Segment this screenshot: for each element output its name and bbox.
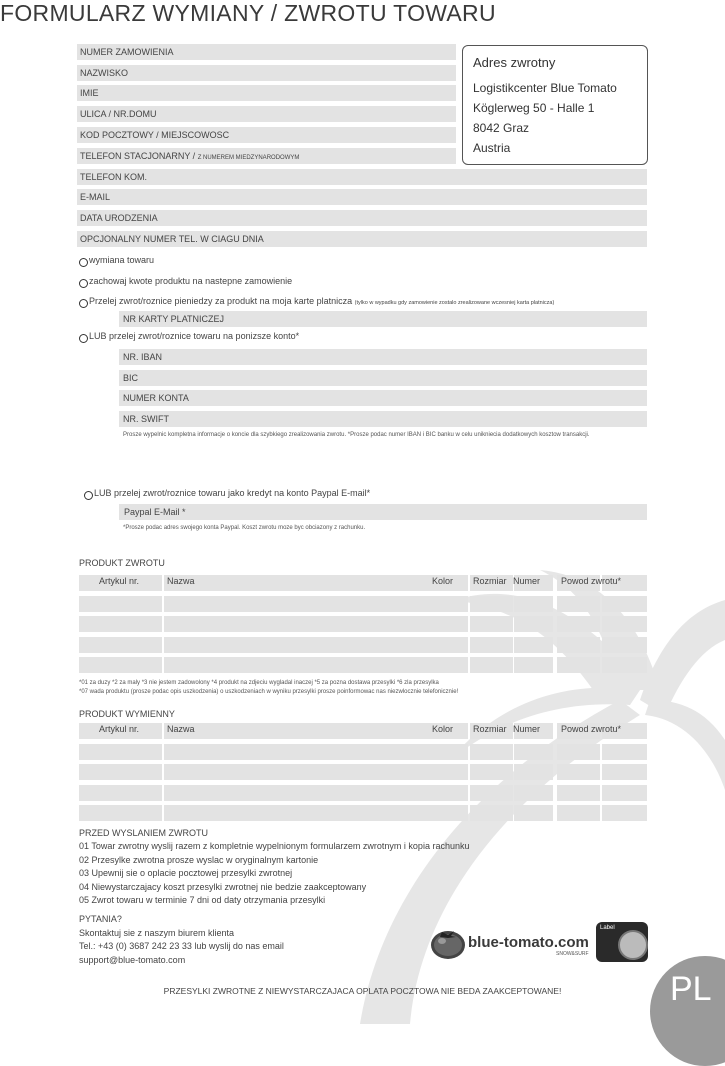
table-input-cell[interactable] xyxy=(470,744,513,760)
table-input-cell[interactable] xyxy=(514,764,553,780)
euro-label-badge xyxy=(596,922,648,962)
table-header-bg xyxy=(164,575,467,591)
field-label: E-MAIL xyxy=(80,192,111,202)
field-label: OPCJONALNY NUMER TEL. W CIAGU DNIA xyxy=(80,234,264,244)
table-input-cell[interactable] xyxy=(470,805,513,821)
table-input-cell[interactable] xyxy=(557,657,600,673)
table-input-cell[interactable] xyxy=(557,596,600,612)
logo-subtext: SNOW&SURF xyxy=(556,951,589,957)
bic-label: BIC xyxy=(123,373,139,383)
table-input-cell[interactable] xyxy=(602,637,647,653)
exchange-section-heading: PRODUKT WYMIENNY xyxy=(79,709,175,719)
before-return-item: 03 Upewnij sie o oplacie pocztowej przesylki zwrotnej xyxy=(79,868,293,878)
table-input-cell[interactable] xyxy=(470,596,513,612)
table-header-cell: Artykul nr. xyxy=(99,576,140,586)
radio-keep-credit[interactable] xyxy=(79,279,88,288)
table-input-cell[interactable] xyxy=(514,785,553,801)
table-input-cell[interactable] xyxy=(470,616,513,632)
table-input-cell[interactable] xyxy=(557,616,600,632)
table-input-cell[interactable] xyxy=(79,657,162,673)
questions-heading: PYTANIA? xyxy=(79,914,122,924)
table-input-cell[interactable] xyxy=(164,616,467,632)
field-label: NUMER ZAMOWIENIA xyxy=(80,47,174,57)
radio-exchange[interactable] xyxy=(79,258,88,267)
field-input[interactable] xyxy=(77,169,647,185)
table-header-cell: Kolor xyxy=(432,576,454,586)
field-label: NAZWISKO xyxy=(80,68,129,78)
logo-text: blue-tomato.com xyxy=(468,934,589,951)
account-field[interactable] xyxy=(119,390,647,406)
table-input-cell[interactable] xyxy=(79,637,162,653)
table-header-cell: Rozmiar xyxy=(473,576,507,586)
field-label: TELEFON STACJONARNY / Z NUMEREM MIEDZYNARODOWYM xyxy=(80,151,300,161)
card-refund-note: (tylko w wypadku gdy zamowienie zostalo zrealizowane wczesniej karta platnicza) xyxy=(354,300,555,306)
return-section-heading: PRODUKT ZWROTU xyxy=(79,558,165,568)
before-return-heading: PRZED WYSLANIEM ZWROTU xyxy=(79,828,209,838)
table-input-cell[interactable] xyxy=(514,596,553,612)
iban-label: NR. IBAN xyxy=(123,352,163,362)
page-title: FORMULARZ WYMIANY / ZWROTU TOWARU xyxy=(0,0,496,26)
table-input-cell[interactable] xyxy=(557,764,600,780)
table-input-cell[interactable] xyxy=(470,764,513,780)
before-return-item: 01 Towar zwrotny wyslij razem z kompletnie wypelnionym formularzem zwrotnym i kopia rachunku xyxy=(79,841,470,851)
account-label: NUMER KONTA xyxy=(123,393,189,403)
table-input-cell[interactable] xyxy=(79,596,162,612)
table-input-cell[interactable] xyxy=(79,764,162,780)
table-input-cell[interactable] xyxy=(164,764,467,780)
table-input-cell[interactable] xyxy=(557,744,600,760)
swift-field[interactable] xyxy=(119,411,647,427)
table-input-cell[interactable] xyxy=(602,596,647,612)
table-input-cell[interactable] xyxy=(164,744,467,760)
return-reasons-line: *07 wada produktu (prosze podac opis uszkodzenia) o uszkodzeniach w wyniku przesylki prosze poinformowac nas niezwlocznie telefonicznie! xyxy=(79,689,459,695)
table-header-cell: Powod zwrotu* xyxy=(561,576,622,586)
table-header-cell: Rozmiar xyxy=(473,724,507,734)
table-input-cell[interactable] xyxy=(602,616,647,632)
field-label: IMIE xyxy=(80,88,99,98)
paypal-email-field[interactable] xyxy=(119,504,647,520)
table-input-cell[interactable] xyxy=(79,744,162,760)
table-input-cell[interactable] xyxy=(164,637,467,653)
table-input-cell[interactable] xyxy=(602,785,647,801)
table-input-cell[interactable] xyxy=(164,785,467,801)
field-input[interactable] xyxy=(77,65,456,81)
field-input[interactable] xyxy=(77,85,456,101)
table-input-cell[interactable] xyxy=(602,805,647,821)
table-input-cell[interactable] xyxy=(602,744,647,760)
tomato-icon xyxy=(430,926,466,960)
option-exchange-label: wymiana towaru xyxy=(89,255,155,265)
paypal-note: *Prosze podac adres swojego konta Paypal. Koszt zwrotu moze byc obciazony z rachunku. xyxy=(123,525,366,531)
before-return-item: 05 Zwrot towaru w terminie 7 dni od daty otrzymania przesylki xyxy=(79,895,326,905)
field-label: DATA URODZENIA xyxy=(80,213,158,223)
questions-line: Skontaktuj sie z naszym biurem klienta xyxy=(79,928,235,938)
table-input-cell[interactable] xyxy=(514,805,553,821)
table-input-cell[interactable] xyxy=(164,805,467,821)
table-input-cell[interactable] xyxy=(557,785,600,801)
paypal-email-label: Paypal E-Mail * xyxy=(124,507,186,517)
table-input-cell[interactable] xyxy=(514,657,553,673)
table-input-cell[interactable] xyxy=(557,805,600,821)
return-address-line: 8042 Graz xyxy=(473,121,530,135)
return-address-box xyxy=(462,45,648,165)
questions-line: Tel.: +43 (0) 3687 242 23 33 lub wyslij do nas email xyxy=(79,941,284,951)
language-badge-text: PL xyxy=(670,970,712,1008)
bank-note: Prosze wypelnic kompletna informacje o koncie dla szybkiego zrealizowania zwrotu. *Prosze podac numer IBAN i BIC banku w celu unikniecia dodatkowych kosztow transakcji. xyxy=(123,432,590,438)
table-input-cell[interactable] xyxy=(602,657,647,673)
return-address-heading: Adres zwrotny xyxy=(473,55,556,70)
support-email-link[interactable]: support@blue-tomato.com xyxy=(79,955,186,965)
table-input-cell[interactable] xyxy=(164,596,467,612)
radio-card-refund[interactable] xyxy=(79,299,88,308)
return-address-line: Logistikcenter Blue Tomato xyxy=(473,81,617,95)
table-header-cell: Nazwa xyxy=(167,724,195,734)
badge-label-text: Label xyxy=(600,925,615,931)
table-header-cell: Powod zwrotu* xyxy=(561,724,622,734)
table-header-cell: Artykul nr. xyxy=(99,724,140,734)
before-return-item: 02 Przesylke zwrotna prosze wyslac w oryginalnym kartonie xyxy=(79,854,319,865)
table-input-cell[interactable] xyxy=(557,637,600,653)
table-header-cell: Nazwa xyxy=(167,576,195,586)
table-input-cell[interactable] xyxy=(514,637,553,653)
table-input-cell[interactable] xyxy=(514,744,553,760)
table-input-cell[interactable] xyxy=(79,616,162,632)
table-input-cell[interactable] xyxy=(79,805,162,821)
footer-warning: PRZESYLKI ZWROTNE Z NIEWYSTARCZAJACA OPLATA POCZTOWA NIE BEDA ZAAKCEPTOWANE! xyxy=(163,986,562,996)
table-input-cell[interactable] xyxy=(602,764,647,780)
table-input-cell[interactable] xyxy=(79,785,162,801)
field-input[interactable] xyxy=(77,210,647,226)
blue-tomato-logo xyxy=(430,926,590,962)
badge-seal-icon xyxy=(618,930,648,960)
field-label: ULICA / NR.DOMU xyxy=(80,109,157,119)
table-header-bg xyxy=(164,723,467,739)
table-input-cell[interactable] xyxy=(164,657,467,673)
table-header-cell: Numer xyxy=(513,576,541,586)
table-input-cell[interactable] xyxy=(470,657,513,673)
radio-paypal[interactable] xyxy=(84,491,93,500)
table-input-cell[interactable] xyxy=(514,616,553,632)
table-input-cell[interactable] xyxy=(470,785,513,801)
option-card-refund-label: Przelej zwrot/roznice pieniedzy za produkt na moja karte platnicza (tylko w wypadku gdy zamowienie zostalo zrealizowane wczesniej karta platnicza) xyxy=(89,296,555,306)
option-bank-refund-label: LUB przelej zwrot/roznice towaru na ponizsze konto* xyxy=(89,331,300,341)
option-keep-credit-label: zachowaj kwote produktu na nastepne zamowienie xyxy=(89,276,293,286)
return-address-line: Köglerweg 50 - Halle 1 xyxy=(473,101,595,115)
before-return-item: 04 Niewystarczajacy koszt przesylki zwrotnej nie bedzie zaakceptowany xyxy=(79,881,367,892)
field-input[interactable] xyxy=(77,189,647,205)
field-label: KOD POCZTOWY / MIEJSCOWOSC xyxy=(80,130,230,140)
bic-field[interactable] xyxy=(119,370,647,386)
return-reasons-line: *01 za duzy *2 za maly *3 nie jestem zadowolony *4 produkt na zdjeciu wygladal inaczej *5 za pozna dostawa przesylki *6 zla przesylka xyxy=(79,680,439,686)
table-input-cell[interactable] xyxy=(470,637,513,653)
iban-field[interactable] xyxy=(119,349,647,365)
table-header-cell: Numer xyxy=(513,724,541,734)
swift-label: NR. SWIFT xyxy=(123,414,169,424)
option-paypal-label: LUB przelej zwrot/roznice towaru jako kredyt na konto Paypal E-mail* xyxy=(94,488,371,498)
return-address-line: Austria xyxy=(473,141,511,155)
field-label: TELEFON KOM. xyxy=(80,172,148,182)
radio-bank-refund[interactable] xyxy=(79,334,88,343)
table-header-cell: Kolor xyxy=(432,724,454,734)
card-number-label: NR KARTY PLATNICZEJ xyxy=(123,314,225,324)
